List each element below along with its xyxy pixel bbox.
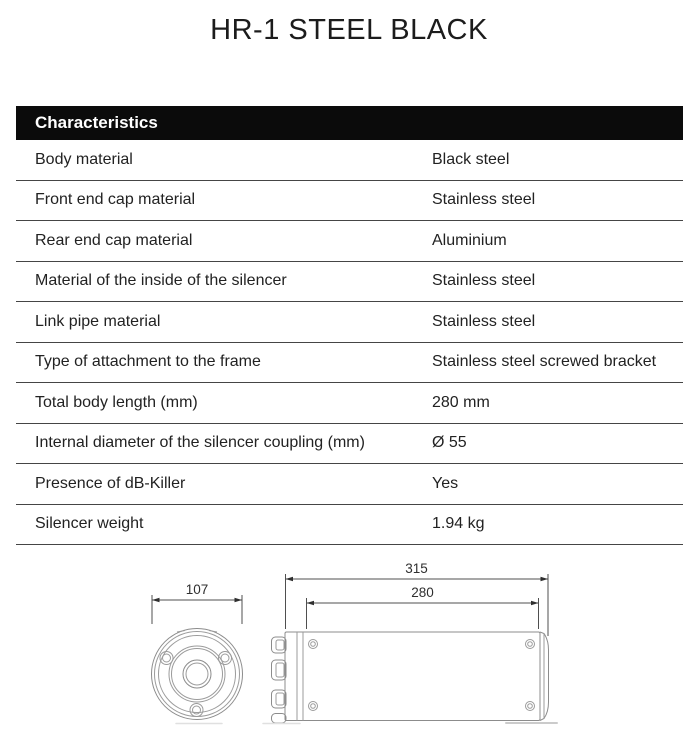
spec-label: Front end cap material bbox=[35, 191, 196, 209]
spec-label: Presence of dB-Killer bbox=[35, 474, 186, 492]
dimension-280 bbox=[307, 585, 539, 629]
characteristics-table bbox=[16, 106, 683, 545]
rivet-icon bbox=[309, 702, 318, 711]
front-diameter-label: 107 bbox=[185, 582, 209, 597]
spec-value: 1.94 kg bbox=[432, 515, 485, 533]
rivet-icon bbox=[526, 640, 535, 649]
table-row bbox=[16, 424, 683, 465]
table-row bbox=[16, 140, 683, 181]
spec-label: Body material bbox=[35, 150, 133, 168]
spec-label: Total body length (mm) bbox=[35, 393, 198, 411]
spec-value: Stainless steel bbox=[432, 312, 536, 330]
table-row bbox=[16, 181, 683, 222]
spec-label: Silencer weight bbox=[35, 515, 144, 533]
spec-value: Stainless steel screwed bracket bbox=[432, 353, 657, 371]
body-length-label: 280 bbox=[411, 585, 434, 600]
table-row bbox=[16, 343, 683, 384]
page-title: HR-1 STEEL BLACK bbox=[210, 14, 488, 46]
clamp-tab-icon bbox=[272, 660, 287, 680]
spec-value: 280 mm bbox=[432, 393, 490, 411]
technical-drawing bbox=[0, 550, 698, 755]
side-view bbox=[263, 632, 557, 724]
spec-value: Stainless steel bbox=[432, 272, 536, 290]
rivet-icon bbox=[309, 640, 318, 649]
bolt-icon bbox=[190, 704, 203, 717]
spec-label: Type of attachment to the frame bbox=[35, 353, 261, 371]
table-row bbox=[16, 464, 683, 505]
table-row bbox=[16, 302, 683, 343]
total-length-label: 315 bbox=[405, 561, 428, 576]
front-view bbox=[152, 629, 243, 724]
table-row bbox=[16, 505, 683, 546]
spec-value: Black steel bbox=[432, 150, 510, 168]
dimension-107 bbox=[152, 582, 242, 624]
rivet-icon bbox=[526, 702, 535, 711]
spec-value: Yes bbox=[432, 474, 459, 492]
clamp-tab-icon bbox=[272, 690, 287, 708]
spec-label: Material of the inside of the silencer bbox=[35, 272, 287, 290]
spec-label: Link pipe material bbox=[35, 312, 161, 330]
table-row bbox=[16, 221, 683, 262]
spec-label: Rear end cap material bbox=[35, 231, 193, 249]
table-header: Characteristics bbox=[16, 106, 683, 140]
clamp-tab-icon bbox=[272, 714, 287, 724]
spec-value: Aluminium bbox=[432, 231, 507, 249]
clamp-tab-icon bbox=[272, 637, 287, 653]
spec-value: Ø 55 bbox=[432, 434, 467, 452]
table-row bbox=[16, 383, 683, 424]
table-row bbox=[16, 262, 683, 303]
spec-value: Stainless steel bbox=[432, 191, 536, 209]
spec-label: Internal diameter of the silencer coupling (mm) bbox=[35, 434, 365, 452]
silencer-dimension-drawing bbox=[0, 550, 698, 755]
